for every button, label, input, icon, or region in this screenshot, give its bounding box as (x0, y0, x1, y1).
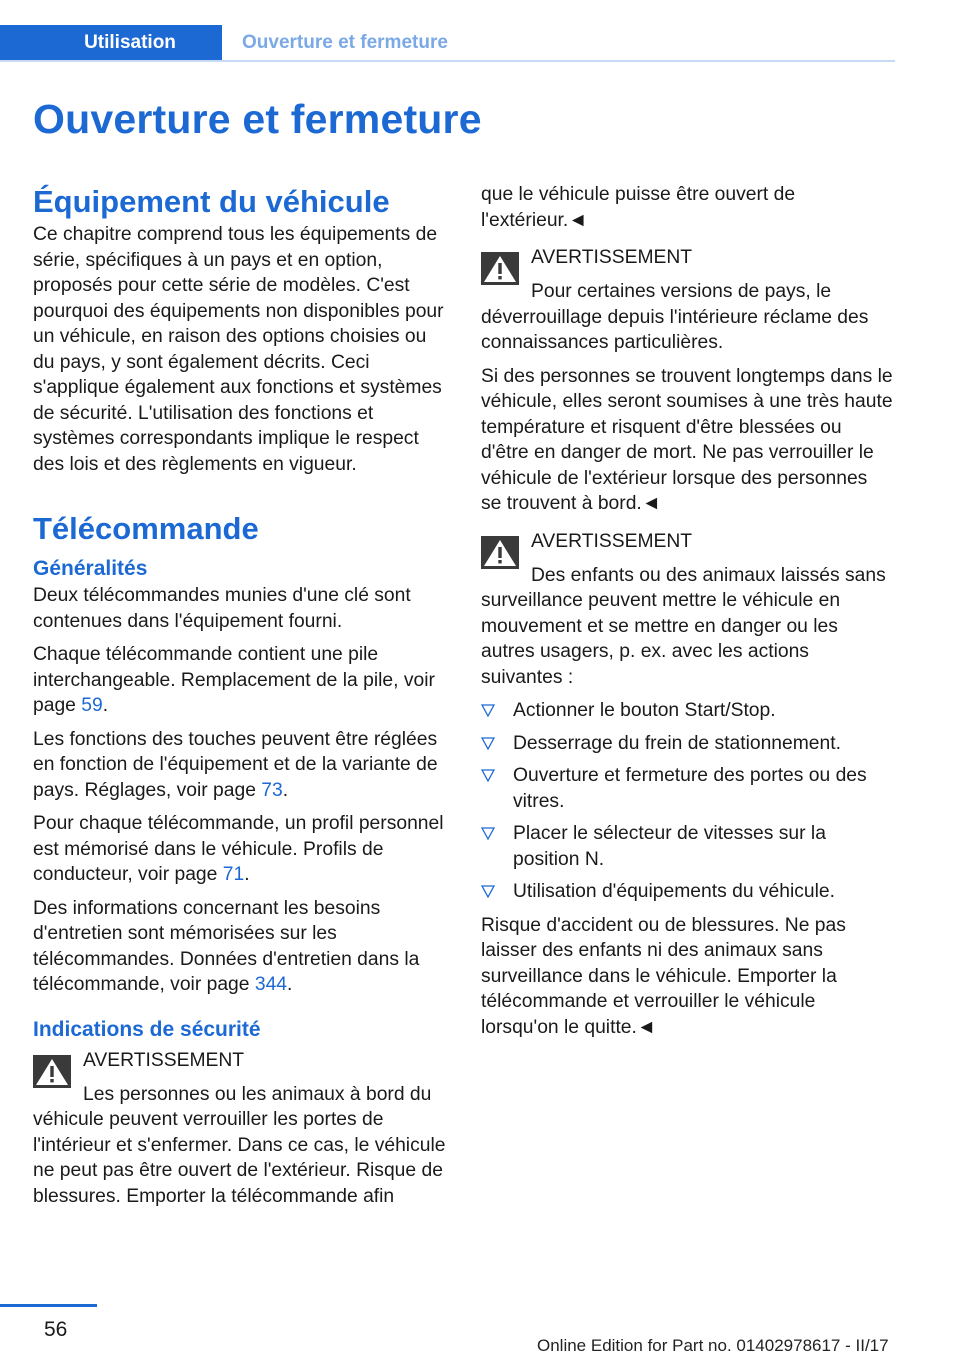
paragraph-buttons: Les fonctions des touches peuvent être réglées en fonction de l'équipement et de la variante de pays. Réglages, voir page 73. (33, 728, 438, 801)
equipment-paragraph: Ce chapitre comprend tous les équipements de série, spécifiques à un pays et en option, proposés pour cette série de modèles. C'est pourquoi des équipements non disponibles pour un véhicule, en raison des options choisies ou du pays, y sont également décrits. Ceci s'applique également aux fonctions et systèmes de sécurité. L'utilisation des fonctions et systèmes correspondants implique le respect des lois et des règlements en vigueur. (33, 224, 444, 475)
warning-icon (481, 536, 519, 569)
warning-text: Pour certaines versions de pays, le déverrouillage depuis l'intérieure réclame des connaissances particulières. (481, 281, 869, 353)
list-item: Ouverture et fermeture des portes ou des vitres. (481, 763, 893, 814)
tab-ouverture-fermeture[interactable]: Ouverture et fermeture (242, 32, 448, 53)
list-item: Actionner le bouton Start/Stop. (481, 698, 893, 724)
warning-block-lockin (33, 1048, 451, 1210)
general-heading: Généralités (33, 557, 148, 580)
triangle-bullet-icon (481, 885, 495, 898)
page-link-344[interactable]: 344 (254, 974, 288, 995)
page-title: Ouverture et fermeture (33, 96, 482, 142)
list-item: Placer le sélecteur de vitesses sur la position N. (481, 821, 893, 872)
footer-rule (0, 1304, 97, 1307)
list-item: Utilisation d'équipements du véhicule. (481, 879, 893, 905)
page-link-59[interactable]: 59 (81, 695, 103, 716)
warning-title: AVERTISSEMENT (531, 530, 693, 552)
tab-utilisation[interactable]: Utilisation (0, 25, 222, 61)
paragraph-keys: Deux télécommandes munies d'une clé sont contenues dans l'équipement fourni. (33, 585, 411, 632)
triangle-bullet-icon (481, 704, 495, 717)
warning-icon (33, 1055, 71, 1088)
tab-underline (0, 60, 895, 62)
warning-text: Des enfants ou des animaux laissés sans surveillance peuvent mettre le véhicule en mouvement et se mettre en danger ou les autres usagers, p. ex. avec les actions suivantes : (481, 564, 886, 688)
final-warning-paragraph: Risque d'accident ou de blessures. Ne pas laisser des enfants ni des animaux sans surveillance dans le véhicule. Emporter la télécommande et verrouiller le véhicule lorsqu'on le quitte.◄ (481, 914, 846, 1038)
list-item: Desserrage du frein de stationnement. (481, 731, 893, 757)
warning-block-children (481, 529, 893, 691)
triangle-bullet-icon (481, 737, 495, 750)
safety-heading: Indications de sécurité (33, 1017, 261, 1041)
paragraph-service: Des informations concernant les besoins d'entretien sont mémorisées sur les télécommandes. Données d'entretien dans la télécommande, voir page 344. (33, 897, 420, 995)
triangle-bullet-icon (481, 769, 495, 782)
remote-heading: Télécommande (33, 511, 259, 546)
triangle-bullet-icon (481, 827, 495, 840)
warning-icon (481, 252, 519, 285)
warning-title: AVERTISSEMENT (83, 1049, 245, 1071)
paragraph-profile: Pour chaque télécommande, un profil personnel est mémorisé dans le véhicule. Profils de conducteur, voir page 71. (33, 813, 444, 885)
warning-text: Les personnes ou les animaux à bord du véhicule peuvent verrouiller les portes de l'intérieur et s'enfermer. Dans ce cas, le véhicule ne peut pas être ouvert de l'extérieur. Risque de blessures. Emporter la télécommande afin (33, 1083, 446, 1207)
page-link-73[interactable]: 73 (261, 779, 283, 801)
equipment-heading: Équipement du véhicule (33, 184, 390, 219)
left-column (33, 182, 451, 1217)
right-column (481, 182, 893, 1048)
warning-block-unlock (481, 245, 893, 356)
heat-danger-paragraph: Si des personnes se trouvent longtemps dans le véhicule, elles seront soumises à une très haute température et risquent d'être blessées ou d'être en danger de mort. Ne pas verrouiller le véhicule de l'extérieur lorsque des personnes se trouvent à bord.◄ (481, 365, 893, 514)
page-number: 56 (44, 1318, 68, 1341)
edition-note: Online Edition for Part no. 01402978617 - II/17 (537, 1336, 889, 1355)
paragraph-battery: Chaque télécommande contient une pile interchangeable. Remplacement de la pile, voir page 59. (33, 644, 435, 716)
page-link-71[interactable]: 71 (222, 864, 245, 885)
continued-text: que le véhicule puisse être ouvert de l'extérieur.◄ (481, 184, 796, 231)
section-tabs (0, 25, 895, 63)
action-list (481, 698, 893, 905)
warning-title: AVERTISSEMENT (531, 247, 693, 268)
